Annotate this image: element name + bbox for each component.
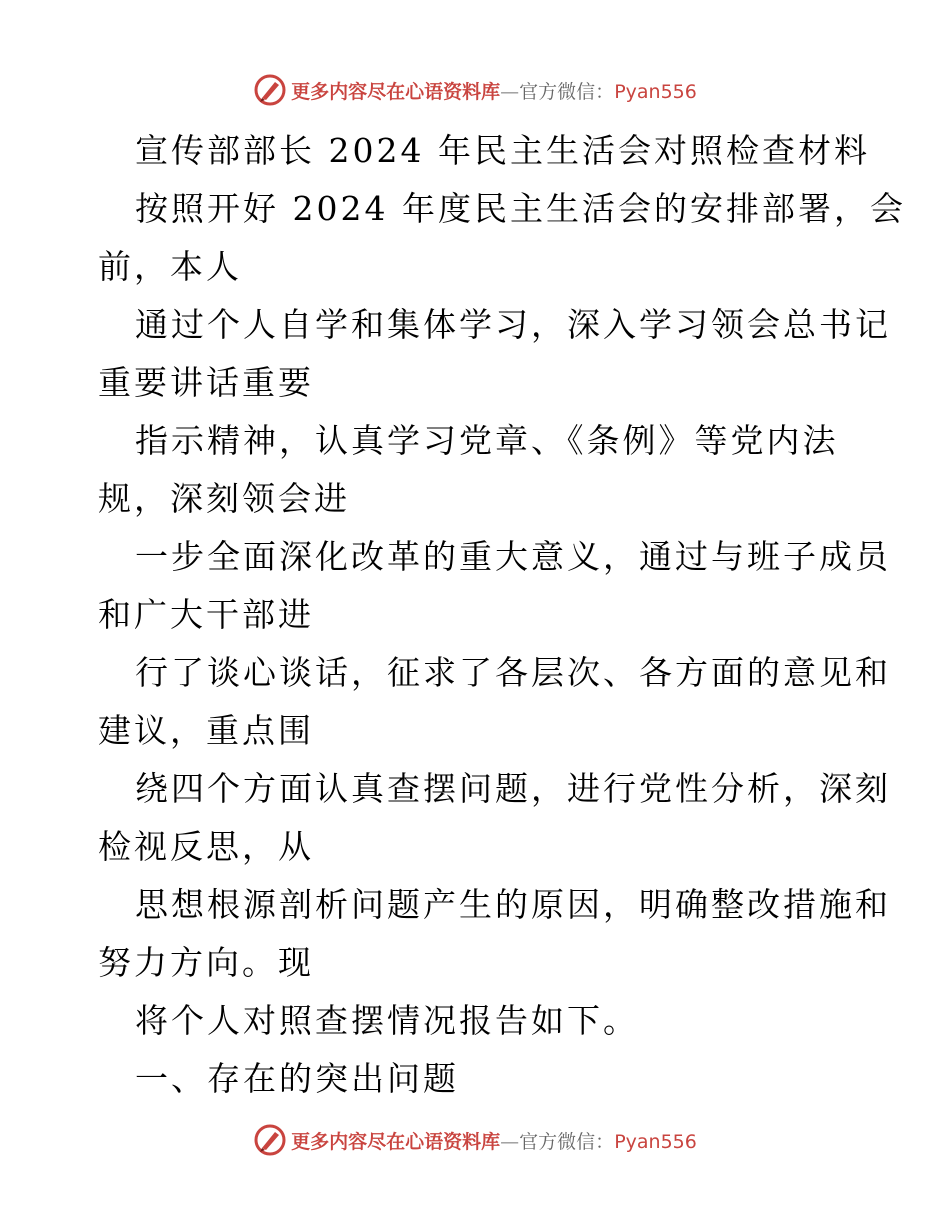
section-heading: 一、存在的突出问题 <box>135 1059 459 1098</box>
header-banner <box>0 70 950 110</box>
banner-wechat-label: 官方微信： <box>519 80 615 103</box>
paragraph-line: 和广大干部进 <box>98 595 314 634</box>
banner-text <box>291 1127 697 1154</box>
paragraph-line: 规，深刻领会进 <box>98 479 350 518</box>
banner-slogan: 更多内容尽在心语资料库 <box>291 80 501 103</box>
footer-banner <box>0 1120 950 1160</box>
banner-slogan: 更多内容尽在心语资料库 <box>291 1130 501 1153</box>
paragraph-line: 按照开好 2024 年度民主生活会的安排部署，会 <box>135 189 906 228</box>
banner-wechat-label: 官方微信： <box>519 1130 615 1153</box>
paragraph-line: 重要讲话重要 <box>98 363 314 402</box>
banner-text <box>291 77 697 104</box>
paragraph-line: 绕四个方面认真查摆问题，进行党性分析，深刻 <box>135 769 891 808</box>
paragraph-line: 努力方向。现 <box>98 943 314 982</box>
pen-logo-icon <box>253 73 287 107</box>
banner-wechat-id: Pyan556 <box>614 80 697 103</box>
paragraph-line: 前，本人 <box>98 247 242 286</box>
paragraph-line: 指示精神，认真学习党章、《条例》等党内法 <box>135 421 839 460</box>
paragraph-line: 将个人对照查摆情况报告如下。 <box>135 1001 639 1040</box>
paragraph-line: 行了谈心谈话，征求了各层次、各方面的意见和 <box>135 653 891 692</box>
paragraph-line: 建议，重点围 <box>98 711 314 750</box>
banner-wechat-id: Pyan556 <box>614 1130 697 1153</box>
paragraph-line: 检视反思，从 <box>98 827 314 866</box>
pen-logo-icon <box>253 1123 287 1157</box>
paragraph-line: 一步全面深化改革的重大意义，通过与班子成员 <box>135 537 891 576</box>
paragraph-line: 通过个人自学和集体学习，深入学习领会总书记 <box>135 305 891 344</box>
banner-dash: — <box>500 80 520 103</box>
document-body <box>98 122 906 1108</box>
document-title: 宣传部部长 2024 年民主生活会对照检查材料 <box>135 131 870 170</box>
paragraph-line: 思想根源剖析问题产生的原因，明确整改措施和 <box>135 885 891 924</box>
banner-dash: — <box>500 1130 520 1153</box>
